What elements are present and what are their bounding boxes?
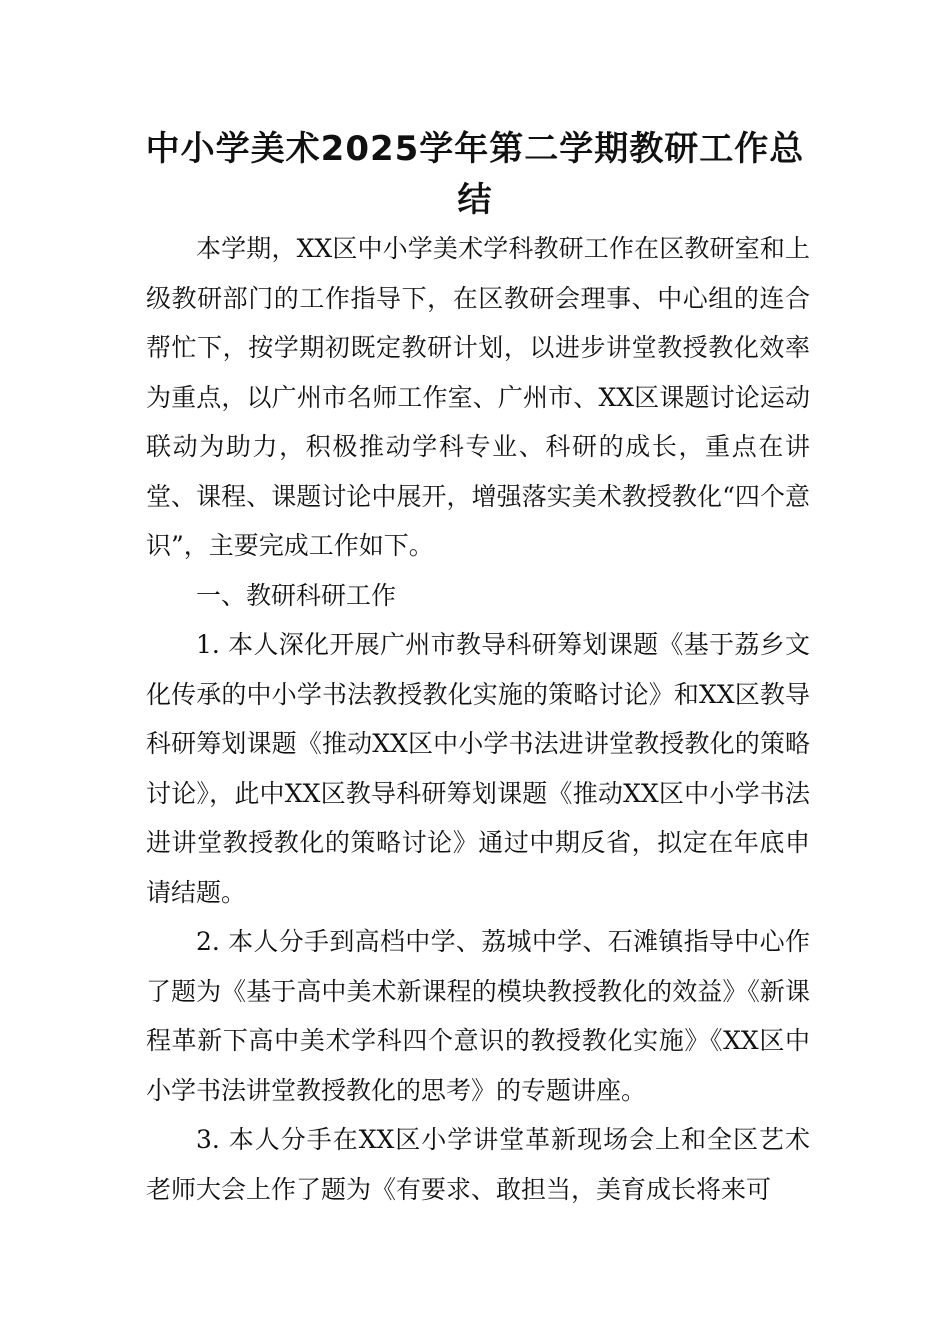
list-item-3: 3. 本人分手在XX区小学讲堂革新现场会上和全区艺术老师大会上作了题为《有要求、敢担当，美育成长将来可 (146, 1125, 810, 1204)
list-item-2: 2. 本人分手到高档中学、荔城中学、石滩镇指导中心作了题为《基于高中美术新课程的模块教授教化的效益》《新课程革新下高中美术学科四个意识的教授教化实施》《XX区中小学书法讲堂教授教化的思考》的专题讲座。 (146, 927, 810, 1105)
document-body (146, 224, 810, 1214)
section-heading: 一、教研科研工作 (196, 580, 397, 610)
intro-paragraph: 本学期，XX区中小学美术学科教研工作在区教研室和上级教研部门的工作指导下，在区教研会理事、中心组的连合帮忙下，按学期初既定教研计划，以进步讲堂教授教化效率为重点，以广州市名师工作室、广州市、XX区课题讨论运动联动为助力，积极推动学科专业、科研的成长，重点在讲堂、课程、课题讨论中展开，增强落实美术教授教化“四个意识”，主要完成工作如下。 (146, 234, 810, 560)
list-item-1: 1. 本人深化开展广州市教导科研筹划课题《基于荔乡文化传承的中小学书法教授教化实施的策略讨论》和XX区教导科研筹划课题《推动XX区中小学书法进讲堂教授教化的策略讨论》，此中XX区教导科研筹划课题《推动XX区中小学书法进讲堂教授教化的策略讨论》通过中期反省，拟定在年底申请结题。 (146, 630, 810, 907)
document-title: 中小学美术2025学年第二学期教研工作总结 (145, 129, 805, 220)
